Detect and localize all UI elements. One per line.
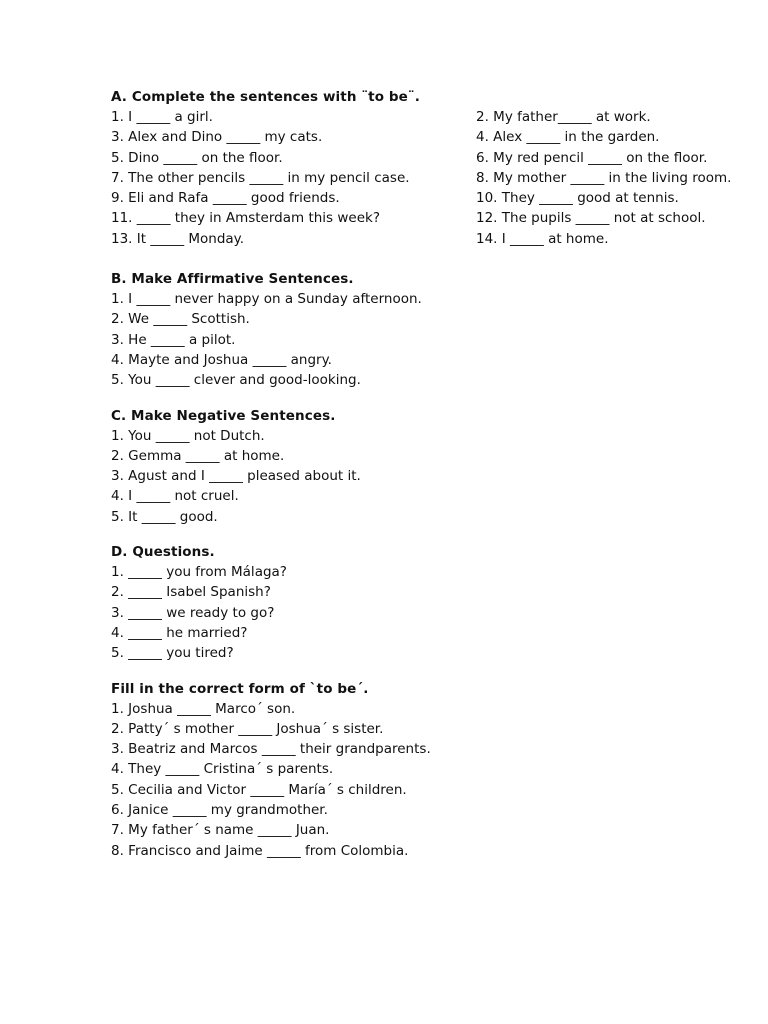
spacer	[111, 391, 751, 406]
exercise-line: 13. It _____ Monday.	[111, 230, 245, 247]
section-a-columns	[111, 107, 751, 249]
exercise-line: 2. Patty´ s mother _____ Joshua´ s sister.	[111, 720, 384, 737]
exercise-line: 6. Janice _____ my grandmother.	[111, 802, 328, 819]
exercise-line: 3. Agust and I _____ pleased about it.	[111, 468, 361, 485]
exercise-line: 2. We _____ Scottish.	[111, 311, 250, 328]
exercise-line: 4. I _____ not cruel.	[111, 488, 239, 505]
exercise-line: 1. _____ you from Málaga?	[111, 564, 287, 581]
exercise-line: 2. Gemma _____ at home.	[111, 447, 285, 464]
exercise-line: 11. _____ they in Amsterdam this week?	[111, 210, 381, 227]
exercise-line: 2. My father_____ at work.	[476, 109, 651, 125]
exercise-line: 1. I _____ a girl.	[111, 109, 213, 125]
section-b-title: B. Make Affirmative Sentences.	[111, 271, 354, 288]
section-a-title: A. Complete the sentences with ¨to be¨.	[111, 89, 421, 105]
exercise-line: 5. Cecilia and Victor _____ María´ s children.	[111, 781, 407, 798]
exercise-line: 14. I _____ at home.	[476, 230, 609, 247]
section-a-right-column	[476, 107, 751, 249]
exercise-line: 7. My father´ s name _____ Juan.	[111, 822, 330, 839]
section-a	[111, 87, 751, 249]
spacer	[111, 249, 751, 269]
section-d	[111, 542, 751, 663]
exercise-line: 7. The other pencils _____ in my pencil case.	[111, 169, 410, 186]
exercise-line: 3. _____ we ready to go?	[111, 604, 275, 621]
exercise-line: 4. Alex _____ in the garden.	[476, 129, 660, 146]
exercise-line: 6. My red pencil _____ on the floor.	[476, 149, 708, 166]
exercise-line: 8. Francisco and Jaime _____ from Colombia.	[111, 842, 409, 859]
spacer	[111, 527, 751, 542]
exercise-line: 5. Dino _____ on the floor.	[111, 149, 283, 166]
section-fill-in-title: Fill in the correct form of `to be´.	[111, 680, 369, 697]
exercise-line: 1. Joshua _____ Marco´ son.	[111, 700, 296, 717]
exercise-line: 5. It _____ good.	[111, 508, 218, 525]
exercise-line: 12. The pupils _____ not at school.	[476, 210, 706, 227]
exercise-line: 4. Mayte and Joshua _____ angry.	[111, 351, 332, 368]
exercise-line: 5. You _____ clever and good-looking.	[111, 372, 361, 389]
exercise-line: 8. My mother _____ in the living room.	[476, 169, 732, 186]
section-c-title: C. Make Negative Sentences.	[111, 407, 336, 424]
section-a-left-column	[111, 107, 476, 249]
section-c	[111, 406, 751, 527]
exercise-line: 4. They _____ Cristina´ s parents.	[111, 761, 334, 778]
section-d-title: D. Questions.	[111, 544, 215, 561]
section-fill-in	[111, 679, 751, 861]
exercise-line: 1. You _____ not Dutch.	[111, 427, 265, 444]
exercise-line: 2. _____ Isabel Spanish?	[111, 584, 271, 601]
exercise-line: 9. Eli and Rafa _____ good friends.	[111, 190, 340, 207]
exercise-line: 10. They _____ good at tennis.	[476, 190, 679, 207]
exercise-line: 3. Beatriz and Marcos _____ their grandparents.	[111, 741, 431, 758]
section-b	[111, 269, 751, 390]
exercise-line: 1. I _____ never happy on a Sunday afternoon.	[111, 291, 422, 308]
exercise-line: 5. _____ you tired?	[111, 645, 234, 662]
worksheet	[111, 87, 751, 861]
spacer	[111, 664, 751, 679]
exercise-line: 4. _____ he married?	[111, 624, 248, 641]
exercise-line: 3. Alex and Dino _____ my cats.	[111, 129, 323, 146]
exercise-line: 3. He _____ a pilot.	[111, 331, 236, 348]
